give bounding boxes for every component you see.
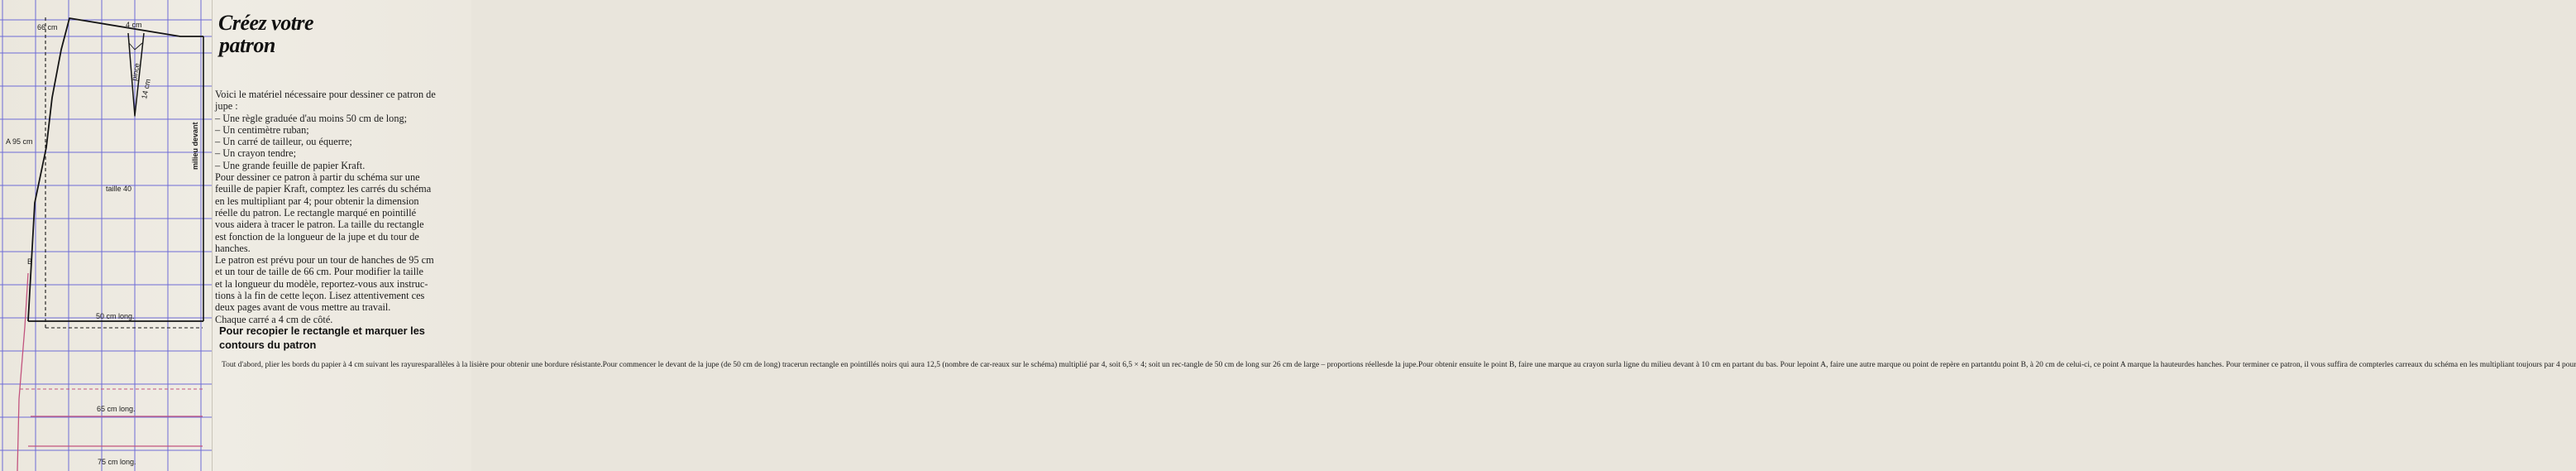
intro-line: – Un crayon tendre; — [215, 147, 296, 160]
pattern-lines — [17, 17, 203, 471]
intro-line: est fonction de la longueur de la jupe et du tour de — [215, 230, 419, 243]
article-column — [213, 0, 2576, 471]
length-75-label: 75 cm long. — [98, 458, 136, 466]
intro-line: Le patron est prévu pour un tour de hanches de 95 cm — [215, 254, 434, 267]
length-50-label: 50 cm long. — [96, 312, 135, 320]
instructions-line: des hanches. Pour terminer ce patron, il vous suffira de compter — [2184, 361, 2385, 369]
length-65-label: 65 cm long. — [97, 405, 136, 413]
intro-line: en les multipliant par 4; pour obtenir la dimension — [215, 195, 419, 207]
pink-side-seam — [17, 273, 28, 471]
center-front-label: milieu devant — [191, 122, 199, 170]
instructions-line: reaux sur le schéma) multiplié par 4, soit 6,5 × 4; soit un rec- — [992, 361, 1184, 369]
column-divider — [212, 0, 213, 471]
intro-line: Pour dessiner ce patron à partir du schéma sur une — [215, 171, 420, 184]
intro-paragraph — [215, 89, 468, 325]
pattern-labels — [6, 21, 199, 466]
point-a-label: A 95 cm — [6, 137, 33, 146]
intro-line: deux pages avant de vous mettre au travail. — [215, 301, 391, 314]
instructions-line: du point B, à 20 cm de celui-ci, ce point A marque la hauteur — [1992, 361, 2185, 369]
section-heading — [219, 324, 467, 352]
intro-line: – Une grande feuille de papier Kraft. — [215, 159, 366, 171]
dart-tip-mark — [129, 43, 142, 50]
instructions-line: Pour commencer le devant de la jupe (de 50 cm de long) tracer — [602, 361, 801, 369]
intro-line: réelle du patron. Le rectangle marqué en pointillé — [215, 206, 417, 219]
intro-line: et un tour de taille de 66 cm. Pour modifier la taille — [215, 266, 424, 278]
intro-line: – Une règle graduée d'au moins 50 cm de long; — [215, 112, 408, 124]
instructions-line: de la jupe. — [1385, 361, 1418, 369]
dart-length-label: 14 cm — [140, 78, 153, 100]
article-title-line-1: Créez votre — [218, 11, 314, 35]
waist-width-label: 66 cm — [37, 23, 58, 31]
intro-line: – Un centimètre ruban; — [215, 123, 309, 136]
skirt-outline — [28, 18, 203, 321]
dart-offset-label: 4 cm — [126, 21, 142, 29]
instructions-line: la ligne du milieu devant à 10 cm en partant du bas. Pour le — [1615, 361, 1803, 369]
intro-line: – Un carré de tailleur, ou équerre; — [215, 136, 352, 148]
instructions-line: les carreaux du schéma en les multipliant toujours par 4 pour — [2384, 361, 2576, 369]
pattern-grid — [0, 0, 212, 471]
point-b-label: B — [27, 257, 33, 266]
instructions-line: Tout d'abord, plier les bords du papier à 4 cm suivant les rayures — [222, 361, 425, 369]
intro-line: vous aidera à tracer le patron. La taille du rectangle — [215, 219, 424, 231]
intro-line: feuille de papier Kraft, comptez les carrés du schéma — [215, 183, 432, 195]
dart-name-label: pince — [130, 62, 141, 82]
skirt-pattern-diagram — [0, 0, 212, 471]
intro-line: tions à la fin de cette leçon. Lisez attentivement ces — [215, 290, 425, 302]
instructions-paragraph — [222, 361, 2576, 370]
instructions-line: tangle de 50 cm de long sur 26 cm de large – proportions réelles — [1183, 361, 1386, 369]
intro-line: Voici le matériel nécessaire pour dessiner ce patron de — [215, 89, 436, 100]
section-heading-line-1: Pour recopier le rectangle et marquer les — [219, 324, 425, 337]
instructions-line: parallèles à la lisière pour obtenir une bordure résistante. — [424, 361, 603, 369]
waist-line-label: taille 40 — [106, 185, 132, 193]
intro-line: et la longueur du modèle, reportez-vous aux instruc- — [215, 277, 428, 290]
section-heading-line-2: contours du patron — [219, 338, 317, 351]
article-title-line-2: patron — [219, 33, 275, 57]
instructions-line: Pour obtenir ensuite le point B, faire une marque au crayon sur — [1417, 361, 1616, 369]
instructions-line: point A, faire une autre marque ou point de repère en partant — [1802, 361, 1993, 369]
intro-line: hanches. — [215, 242, 251, 254]
intro-line: Chaque carré a 4 cm de côté. — [215, 313, 333, 325]
intro-line: jupe : — [215, 100, 238, 113]
instructions-line: un rectangle en pointillés noirs qui aura 12,5 (nombre de car- — [800, 361, 992, 369]
